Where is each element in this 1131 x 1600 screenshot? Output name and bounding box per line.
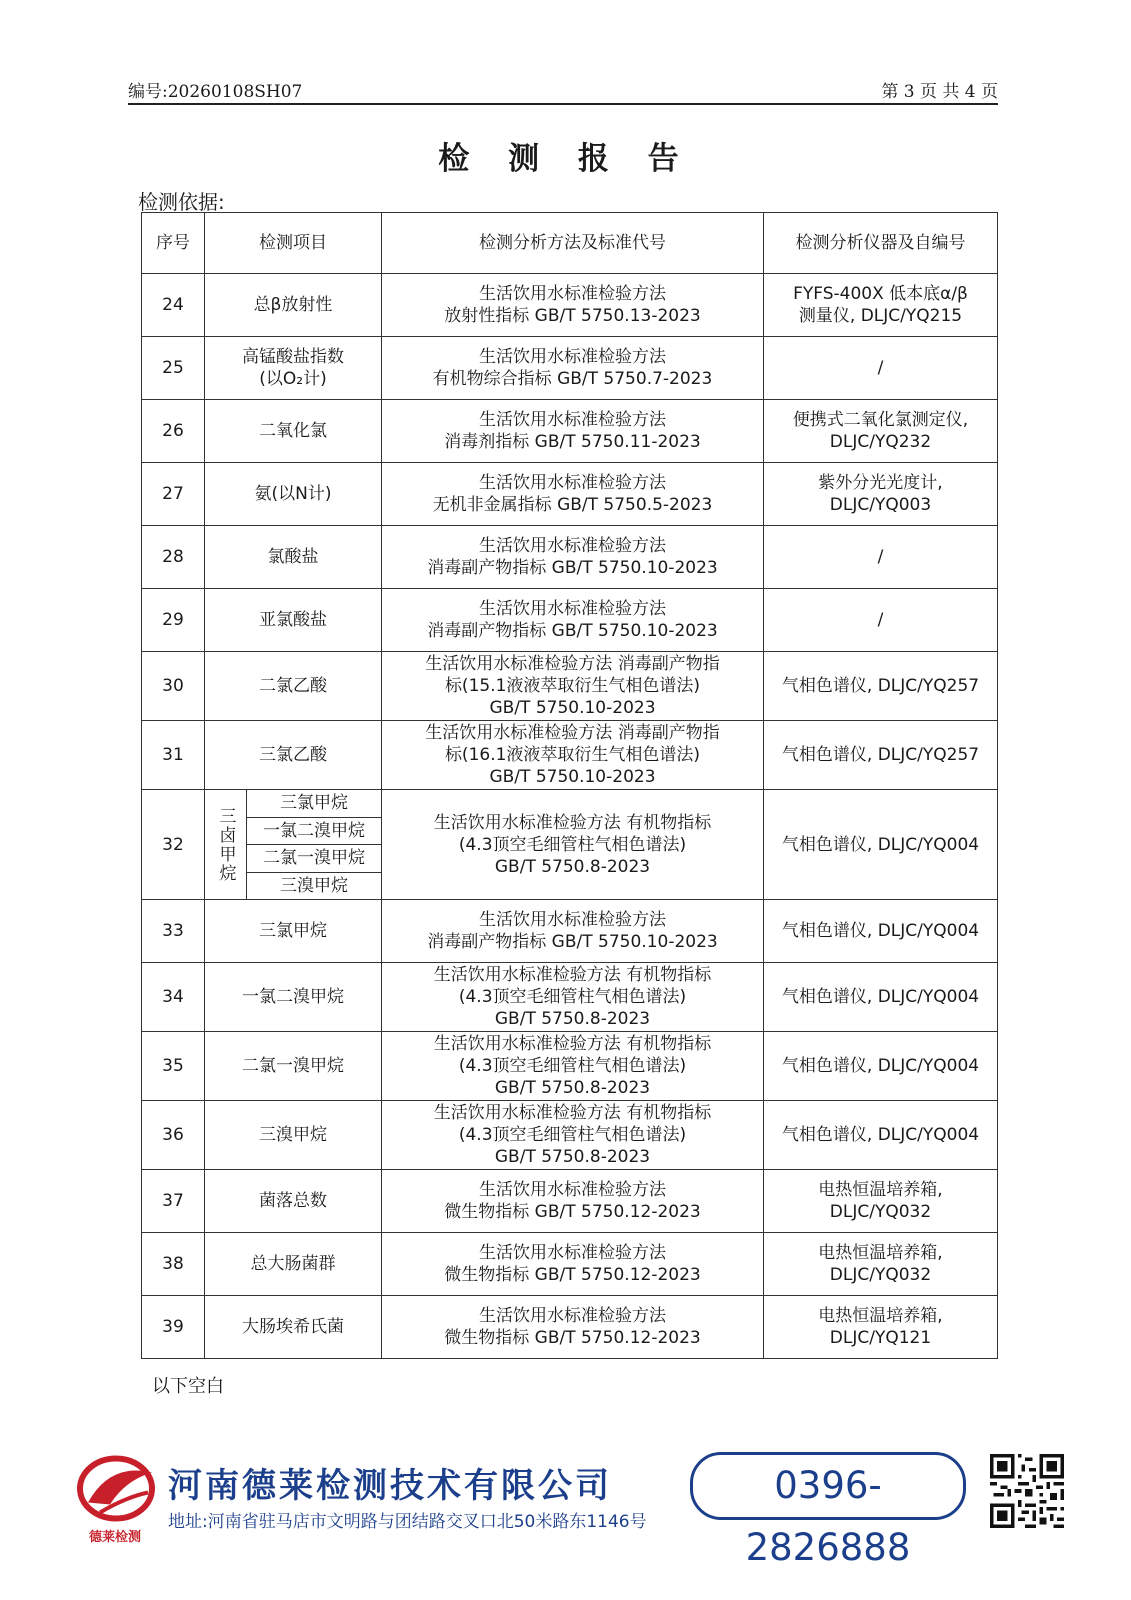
line: 生活饮用水标准检验方法 [479, 284, 666, 304]
method-cell [382, 526, 764, 589]
company-address: 地址:河南省驻马店市文明路与团结路交叉口北50米路东1146号 [168, 1512, 647, 1532]
line: DLJC/YQ232 [829, 432, 932, 452]
item-cell [205, 1170, 382, 1233]
test-basis-table [141, 212, 998, 1359]
line: 生活饮用水标准检验方法 [479, 410, 666, 430]
item-cell [205, 337, 382, 400]
line: GB/T 5750.8-2023 [494, 1147, 651, 1167]
item-text: 菌落总数 [259, 1191, 327, 1211]
line: 消毒副产物指标 GB/T 5750.10-2023 [427, 558, 718, 578]
line: GB/T 5750.10-2023 [489, 698, 656, 718]
method-cell [382, 1101, 764, 1170]
row-number: 38 [142, 1233, 205, 1296]
line: 生活饮用水标准检验方法 消毒副产物指 [425, 654, 720, 674]
line: (以O₂计) [259, 369, 327, 389]
method-cell [382, 400, 764, 463]
row-number: 30 [142, 652, 205, 721]
item-text: 一氯二溴甲烷 [242, 987, 344, 1007]
line: 无机非金属指标 GB/T 5750.5-2023 [432, 495, 713, 515]
instrument-cell [764, 1032, 998, 1101]
method-cell [382, 1233, 764, 1296]
row-number: 25 [142, 337, 205, 400]
item-cell [205, 400, 382, 463]
line: 生活饮用水标准检验方法 [479, 536, 666, 556]
table-row [142, 1233, 998, 1296]
line: 紫外分光光度计, [818, 473, 943, 493]
table-row [142, 721, 998, 790]
line: 气相色谱仪, DLJC/YQ004 [781, 987, 980, 1007]
line: FYFS-400X 低本底α/β [793, 284, 968, 304]
line: (4.3顶空毛细管柱气相色谱法) [458, 1125, 687, 1145]
instrument-cell [764, 1296, 998, 1359]
instrument-cell [764, 463, 998, 526]
sub-item: 三氯甲烷 [247, 790, 382, 818]
item-cell [205, 721, 382, 790]
header-cell: 检测分析仪器及自编号 [764, 213, 998, 274]
line: 生活饮用水标准检验方法 有机物指标 [433, 965, 712, 985]
line: 生活饮用水标准检验方法 [479, 347, 666, 367]
company-phone: 0396-2826888 [690, 1452, 966, 1520]
row-number: 27 [142, 463, 205, 526]
line: 生活饮用水标准检验方法 [479, 473, 666, 493]
header-cell: 检测分析方法及标准代号 [382, 213, 764, 274]
method-cell [382, 589, 764, 652]
line: / [877, 358, 884, 378]
table-row [142, 589, 998, 652]
header-cell: 序号 [142, 213, 205, 274]
line: (4.3顶空毛细管柱气相色谱法) [458, 987, 687, 1007]
line: GB/T 5750.8-2023 [494, 856, 651, 877]
line: 标(15.1液液萃取衍生气相色谱法) [444, 676, 701, 696]
instrument-cell [764, 526, 998, 589]
item-text: 大肠埃希氏菌 [242, 1317, 344, 1337]
line: 便携式二氧化氯测定仪, [792, 410, 969, 430]
item-text: 二氯一溴甲烷 [242, 1056, 344, 1076]
table-row [142, 1032, 998, 1101]
item-cell [205, 589, 382, 652]
line: 生活饮用水标准检验方法 有机物指标 [433, 1034, 712, 1054]
item-cell [205, 963, 382, 1032]
row-number: 33 [142, 900, 205, 963]
line: 标(16.1液液萃取衍生气相色谱法) [444, 745, 701, 765]
line: 生活饮用水标准检验方法 有机物指标 [433, 812, 712, 833]
line: 气相色谱仪, DLJC/YQ004 [781, 1056, 980, 1076]
instrument-cell [764, 400, 998, 463]
row-number: 36 [142, 1101, 205, 1170]
row-number: 24 [142, 274, 205, 337]
row-number: 29 [142, 589, 205, 652]
header-cell: 检测项目 [205, 213, 382, 274]
sub-item: 三溴甲烷 [247, 872, 382, 900]
row-number: 26 [142, 400, 205, 463]
table-row [142, 1101, 998, 1170]
table-row [142, 1170, 998, 1233]
table-row [142, 652, 998, 721]
line: 气相色谱仪, DLJC/YQ004 [781, 834, 980, 855]
method-cell [382, 274, 764, 337]
item-cell [205, 463, 382, 526]
table-row [142, 900, 998, 963]
item-text: 三氯乙酸 [259, 745, 327, 765]
report-number: 编号:20260108SH07 [128, 82, 303, 102]
qr-code-icon [990, 1454, 1064, 1528]
item-text: 氯酸盐 [267, 547, 319, 567]
line: 生活饮用水标准检验方法 [479, 1180, 666, 1200]
table-row [142, 963, 998, 1032]
item-text: 总β放射性 [253, 295, 333, 315]
blank-below-note: 以下空白 [152, 1376, 224, 1397]
line: / [877, 610, 884, 630]
row-number: 32 [142, 790, 205, 900]
item-text: 二氧化氯 [259, 421, 327, 441]
line: / [877, 547, 884, 567]
method-cell [382, 652, 764, 721]
table-row [142, 274, 998, 337]
line: DLJC/YQ032 [829, 1265, 932, 1285]
line: 生活饮用水标准检验方法 消毒副产物指 [425, 723, 720, 743]
line: 生活饮用水标准检验方法 [479, 599, 666, 619]
item-text: 亚氯酸盐 [259, 610, 327, 630]
report-title: 检 测 报 告 [438, 141, 693, 177]
item-cell [205, 1233, 382, 1296]
instrument-cell [764, 1101, 998, 1170]
line: DLJC/YQ121 [829, 1328, 932, 1348]
line: 电热恒温培养箱, [818, 1306, 943, 1326]
instrument-cell [764, 790, 998, 900]
line: (4.3顶空毛细管柱气相色谱法) [458, 1056, 687, 1076]
basis-label: 检测依据: [138, 190, 225, 214]
line: GB/T 5750.10-2023 [489, 767, 656, 787]
line: DLJC/YQ003 [829, 495, 932, 515]
table-row [142, 463, 998, 526]
line: 消毒副产物指标 GB/T 5750.10-2023 [427, 621, 718, 641]
item-cell [205, 1032, 382, 1101]
table-row [142, 337, 998, 400]
line: 高锰酸盐指数 [242, 347, 344, 367]
line: 有机物综合指标 GB/T 5750.7-2023 [432, 369, 713, 389]
line: 气相色谱仪, DLJC/YQ257 [781, 676, 980, 696]
row-number: 28 [142, 526, 205, 589]
method-cell [382, 1296, 764, 1359]
row-number: 35 [142, 1032, 205, 1101]
instrument-cell [764, 337, 998, 400]
line: 微生物指标 GB/T 5750.12-2023 [444, 1202, 701, 1222]
line: 电热恒温培养箱, [818, 1243, 943, 1263]
company-logo-icon [70, 1440, 160, 1535]
line: 消毒副产物指标 GB/T 5750.10-2023 [427, 932, 718, 952]
line: 微生物指标 GB/T 5750.12-2023 [444, 1328, 701, 1348]
method-cell [382, 1170, 764, 1233]
line: DLJC/YQ032 [829, 1202, 932, 1222]
page-header [128, 75, 998, 105]
line: GB/T 5750.8-2023 [494, 1078, 651, 1098]
line: 气相色谱仪, DLJC/YQ257 [781, 745, 980, 765]
item-text: 三氯甲烷 [259, 921, 327, 941]
logo-text: 德莱检测 [88, 1530, 141, 1545]
table-row [142, 526, 998, 589]
item-cell [205, 274, 382, 337]
line: (4.3顶空毛细管柱气相色谱法) [458, 834, 687, 855]
item-text: 三溴甲烷 [259, 1125, 327, 1145]
method-cell [382, 721, 764, 790]
method-cell [382, 900, 764, 963]
item-cell [205, 900, 382, 963]
row-number: 34 [142, 963, 205, 1032]
line: 微生物指标 GB/T 5750.12-2023 [444, 1265, 701, 1285]
line: 电热恒温培养箱, [818, 1180, 943, 1200]
item-text: 氨(以N计) [254, 484, 332, 504]
instrument-cell [764, 1170, 998, 1233]
table-header-row [142, 213, 998, 274]
instrument-cell [764, 1233, 998, 1296]
instrument-cell [764, 652, 998, 721]
method-cell [382, 337, 764, 400]
line: 生活饮用水标准检验方法 [479, 1243, 666, 1263]
page-indicator: 第 3 页 共 4 页 [881, 82, 998, 102]
item-text: 二氯乙酸 [259, 676, 327, 696]
line: 生活饮用水标准检验方法 有机物指标 [433, 1103, 712, 1123]
method-cell [382, 963, 764, 1032]
line: 气相色谱仪, DLJC/YQ004 [781, 1125, 980, 1145]
line: 气相色谱仪, DLJC/YQ004 [781, 921, 980, 941]
table-row [142, 1296, 998, 1359]
line: 消毒剂指标 GB/T 5750.11-2023 [444, 432, 701, 452]
item-cell [205, 1296, 382, 1359]
row-number: 37 [142, 1170, 205, 1233]
line: 放射性指标 GB/T 5750.13-2023 [444, 306, 701, 326]
line: GB/T 5750.8-2023 [494, 1009, 651, 1029]
method-cell [382, 463, 764, 526]
row-number: 31 [142, 721, 205, 790]
sub-item: 二氯一溴甲烷 [247, 845, 382, 873]
sub-item: 一氯二溴甲烷 [247, 817, 382, 845]
item-cell [205, 526, 382, 589]
item-cell [205, 652, 382, 721]
table-row [142, 400, 998, 463]
instrument-cell [764, 721, 998, 790]
instrument-cell [764, 963, 998, 1032]
row-number: 39 [142, 1296, 205, 1359]
company-name: 河南德莱检测技术有限公司 [168, 1466, 612, 1506]
line: 生活饮用水标准检验方法 [479, 910, 666, 930]
instrument-cell [764, 589, 998, 652]
instrument-cell [764, 274, 998, 337]
item-text: 总大肠菌群 [250, 1254, 336, 1274]
method-cell [382, 790, 764, 900]
instrument-cell [764, 900, 998, 963]
company-footer [70, 1440, 1070, 1569]
line: 测量仪, DLJC/YQ215 [798, 306, 963, 326]
group-label: 三卤甲烷 [205, 790, 247, 900]
line: 生活饮用水标准检验方法 [479, 1306, 666, 1326]
table-row [142, 790, 998, 818]
item-cell [205, 1101, 382, 1170]
method-cell [382, 1032, 764, 1101]
